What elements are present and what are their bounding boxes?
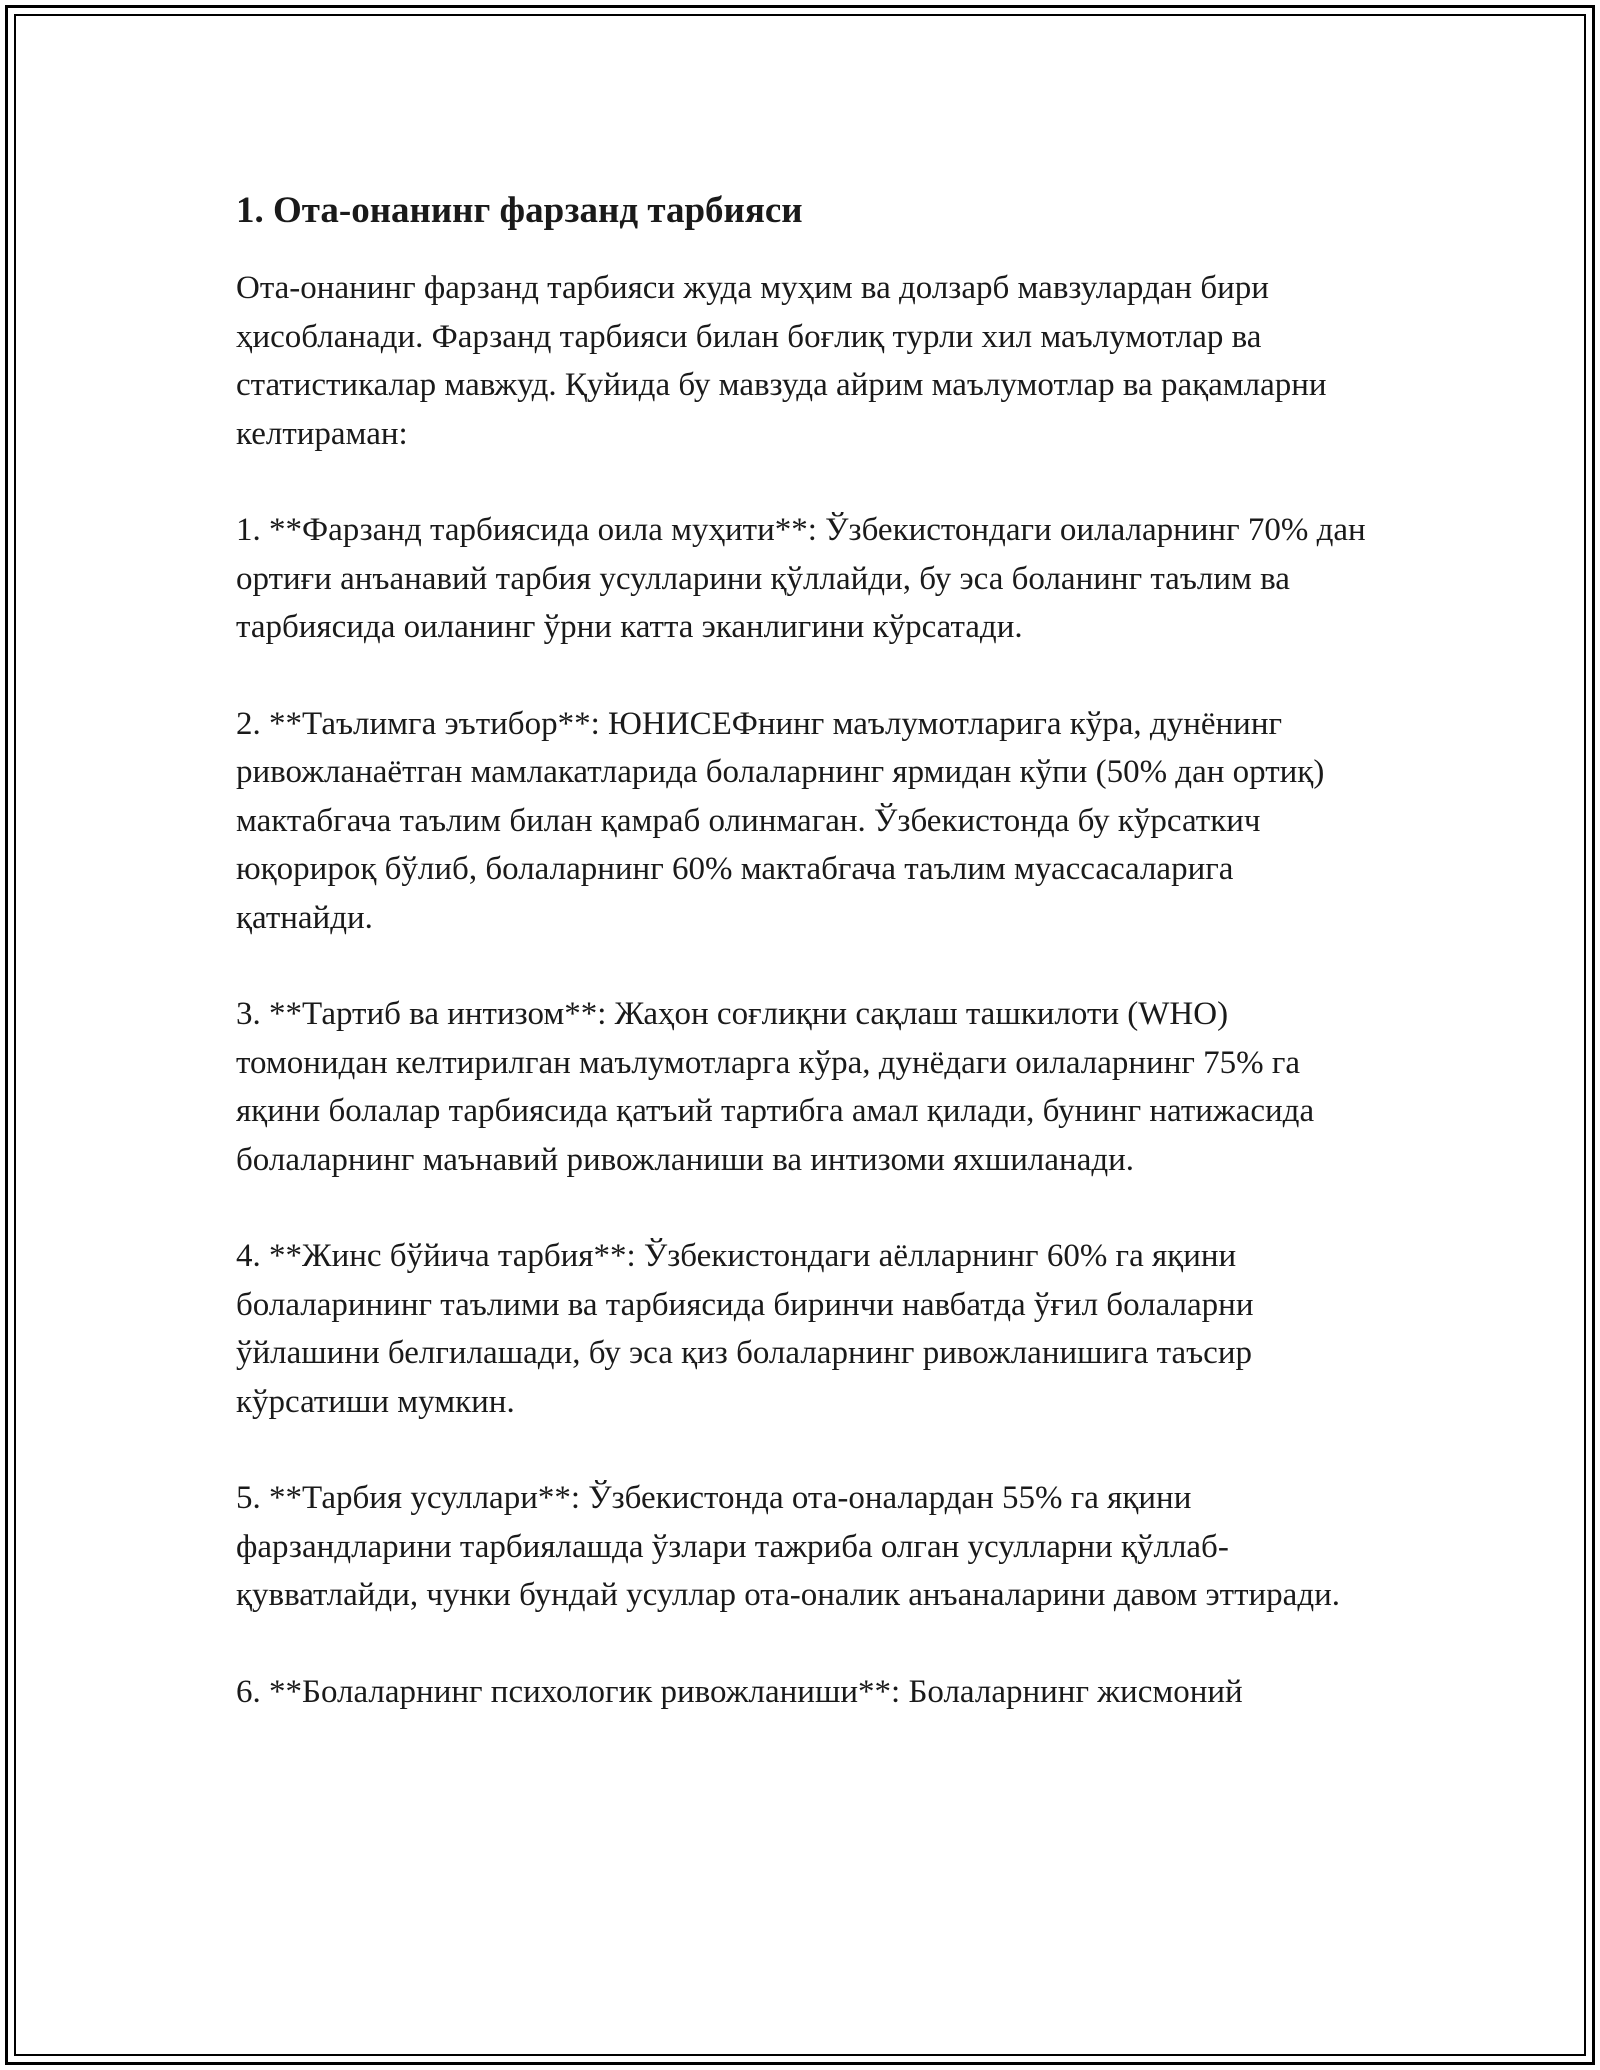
list-item-4: 4. **Жинс бўйича тарбия**: Ўзбекистондаги аёлларнинг 60% га яқини болаларининг таълими ва тарбиясида биринчи навбатда ўғил болаларни ўйлашини белгилашади, бу эса қиз болаларнинг ривожланишига таъсир кўрсатиши мумкин.	[236, 1238, 1254, 1420]
document-body	[236, 186, 1366, 1716]
list-item-5: 5. **Тарбия усуллари**: Ўзбекистонда ота-оналардан 55% га яқини фарзандларини тарбиялашда ўзлари тажриба олган усулларни қўллаб-қувватлайди, чунки бундай усуллар ота-оналик анъаналарини давом эттиради.	[236, 1480, 1341, 1613]
list-item-3: 3. **Тартиб ва интизом**: Жаҳон соғлиқни сақлаш ташкилоти (WHO) томонидан келтирилган маълумотларга кўра, дунёдаги оилаларнинг 75% га яқини болалар тарбиясида қатъий тартибга амал қилади, бунинг натижасида болаларнинг маънавий ривожланиши ва интизоми яхшиланади.	[236, 996, 1315, 1178]
intro-paragraph: Ота-онанинг фарзанд тарбияси жуда муҳим ва долзарб мавзулардан бири ҳисобланади. Фарзанд тарбияси билан боғлиқ турли хил маълумотлар ва статистикалар мавжуд. Қуйида бу мавзуда айрим маълумотлар ва рақамларни келтираман:	[236, 270, 1327, 452]
list-item-2: 2. **Таълимга эътибор**: ЮНИСЕФнинг маълумотларига кўра, дунёнинг ривожланаётган мамлакатларида болаларнинг ярмидан кўпи (50% дан ортиқ) мактабгача таълим билан қамраб олинмаган. Ўзбекистонда бу кўрсаткич юқорироқ бўлиб, болаларнинг 60% мактабгача таълим муассасаларига қатнайди.	[236, 705, 1325, 936]
list-item-6: 6. **Болаларнинг психологик ривожланиши**: Болаларнинг жисмоний	[236, 1673, 1243, 1710]
list-item-1: 1. **Фарзанд тарбиясида оила муҳити**: Ўзбекистондаги оилаларнинг 70% дан ортиғи анъанавий тарбия усулларини қўллайди, бу эса боланинг таълим ва тарбиясида оиланинг ўрни катта эканлигини кўрсатади.	[236, 512, 1366, 645]
section-heading: 1. Ота-онанинг фарзанд тарбияси	[236, 190, 803, 231]
